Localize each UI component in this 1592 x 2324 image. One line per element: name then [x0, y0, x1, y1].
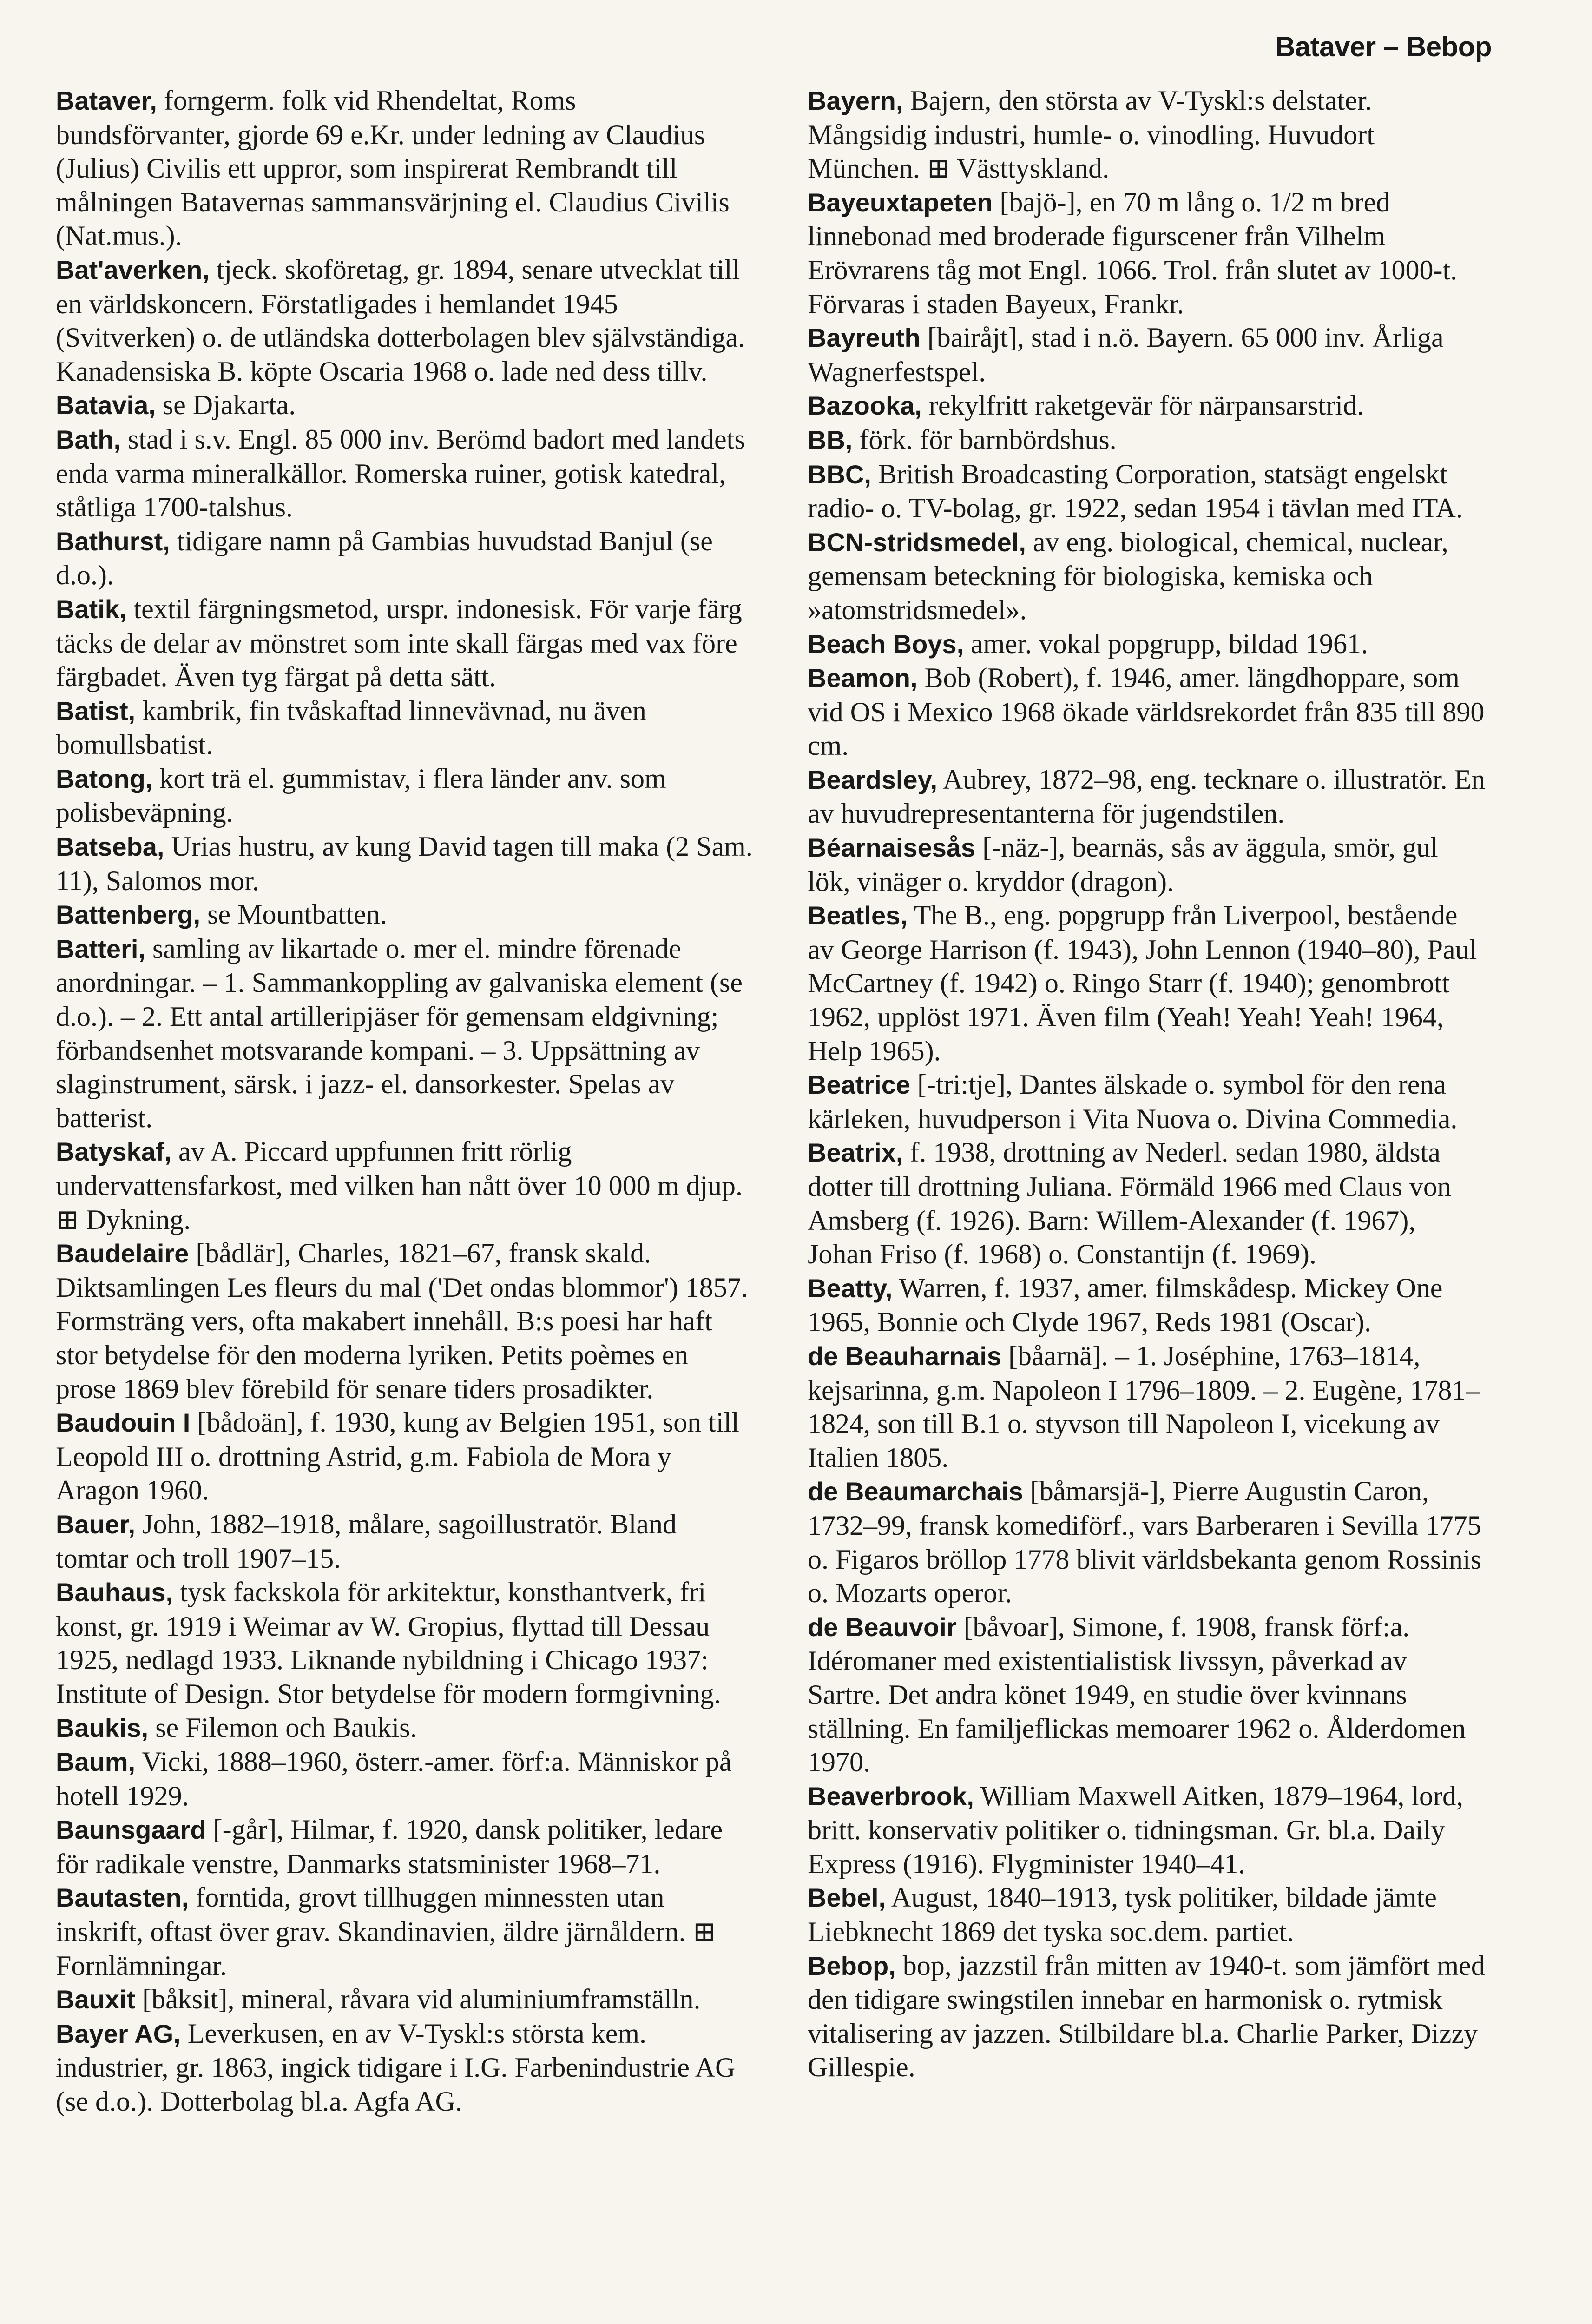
entry-headword: de Beauvoir: [808, 1612, 957, 1642]
dictionary-entry: [808, 457, 1486, 525]
entry-definition: August, 1840–1913, tysk politiker, bildade jämte Liebknecht 1869 det tyska soc.dem. partiet.: [808, 1882, 1437, 1948]
entry-headword: BCN-stridsmedel,: [808, 527, 1026, 557]
entry-definition: kort trä el. gummistav, i flera länder anv. som polisbeväpning.: [56, 763, 666, 828]
dictionary-entry: [56, 2017, 753, 2119]
entry-headword: Bayern,: [808, 86, 903, 115]
entry-definition: Urias hustru, av kung David tagen till maka (2 Sam. 11), Salomos mor.: [56, 831, 753, 896]
entry-definition: The B., eng. popgrupp från Liverpool, bestående av George Harrison (f. 1943), John Lennon (1940–80), Paul McCartney (f. 1942) o. Ringo Starr (f. 1940); genombrott 1962, upplöst 1971. Även film (Yeah! Yeah! Yeah! 1964, Help 1965).: [808, 900, 1477, 1066]
entry-definition: Warren, f. 1937, amer. filmskådesp. Mickey One 1965, Bonnie och Clyde 1967, Reds 1981 (Oscar).: [808, 1272, 1443, 1338]
entry-headword: Bauhaus,: [56, 1578, 173, 1607]
dictionary-entry: [56, 1575, 753, 1710]
dictionary-entry: [56, 253, 753, 388]
entry-headword: Bath,: [56, 424, 121, 454]
entry-definition: Bajern, den största av V-Tyskl:s delstater. Mångsidig industri, humle- o. vinodling. Huvudort München. ⊞ Västtyskland.: [808, 85, 1375, 184]
entry-definition: f. 1938, drottning av Nederl. sedan 1980, äldsta dotter till drottning Juliana. Förmäld 1966 med Claus von Amsberg (f. 1926). Barn: Willem-Alexander (f. 1967), Johan Friso (f. 1968) o. Constantijn (f. 1969).: [808, 1137, 1451, 1270]
dictionary-entry: [808, 1339, 1486, 1474]
entry-definition: se Filemon och Baukis.: [148, 1712, 417, 1743]
entry-headword: Beatles,: [808, 901, 908, 931]
entry-definition: forngerm. folk vid Rhendeltat, Roms bundsförvanter, gjorde 69 e.Kr. under ledning av Claudius (Julius) Civilis ett uppror, som inspirerat Rembrandt till målningen Batavernas sammansvärjning el. Claudius Civilis (Nat.mus.).: [56, 85, 730, 251]
entry-definition: John, 1882–1918, målare, sagoillustratör. Bland tomtar och troll 1907–15.: [56, 1508, 677, 1574]
entry-definition: samling av likartade o. mer el. mindre förenade anordningar. – 1. Sammankoppling av galvaniska element (se d.o.). – 2. Ett antal artilleripjäser för gemensam eldgivning; förbandsenhet motsvarande kompani. – 3. Uppsättning av slaginstrument, särsk. i jazz- el. dansorkester. Spelas av batterist.: [56, 933, 743, 1133]
entry-headword: Bebel,: [808, 1883, 886, 1913]
entry-headword: Batong,: [56, 764, 153, 793]
entry-headword: Bautasten,: [56, 1883, 189, 1913]
dictionary-entry: [808, 831, 1486, 898]
entry-headword: de Beaumarchais: [808, 1477, 1023, 1506]
entry-headword: Baudouin I: [56, 1408, 191, 1438]
dictionary-entry: [808, 1136, 1486, 1271]
entry-definition: Vicki, 1888–1960, österr.-amer. förf:a. Människor på hotell 1929.: [56, 1746, 732, 1811]
entry-headword: Batavia,: [56, 390, 156, 420]
entry-definition: förk. för barnbördshus.: [852, 424, 1117, 455]
entry-definition: tidigare namn på Gambias huvudstad Banjul (se d.o.).: [56, 525, 713, 591]
entry-definition: [-tri:tje], Dantes älskade o. symbol för den rena kärleken, huvudperson i Vita Nuova o. Divina Commedia.: [808, 1069, 1458, 1134]
dictionary-entry: [808, 389, 1486, 423]
dictionary-entry: [56, 592, 753, 694]
entry-definition: [bådoän], f. 1930, kung av Belgien 1951, son till Leopold III o. drottning Astrid, g.m. Fabiola de Mora y Aragon 1960.: [56, 1407, 739, 1506]
dictionary-entry: [56, 388, 753, 423]
dictionary-entry: [56, 1236, 753, 1406]
entry-headword: Beatty,: [808, 1273, 893, 1303]
entry-definition: rekylfritt raketgevär för närpansarstrid.: [921, 390, 1364, 421]
dictionary-entry: [56, 694, 753, 762]
entry-definition: tysk fackskola för arkitektur, konsthantverk, fri konst, gr. 1919 i Weimar av W. Gropius, flyttad till Dessau 1925, nedlagd 1933. Liknande nybildning i Chicago 1937: Institute of Design. Stor betydelse för modern formgivning.: [56, 1577, 721, 1709]
entry-definition: bop, jazzstil från mitten av 1940-t. som jämfört med den tidigare swingstilen innebar en harmonisk o. rytmisk vitalisering av jazzen. Stilbildare bl.a. Charlie Parker, Dizzy Gillespie.: [808, 1950, 1485, 2083]
dictionary-entry: [56, 1982, 753, 2017]
dictionary-entry: [808, 423, 1486, 457]
entry-definition: se Mountbatten.: [200, 899, 387, 930]
dictionary-entry: [56, 1711, 753, 1745]
entry-headword: Batseba,: [56, 832, 164, 862]
entry-headword: Beaverbrook,: [808, 1781, 974, 1811]
entry-headword: Bazooka,: [808, 391, 922, 421]
dictionary-entry: [808, 525, 1486, 627]
entry-headword: Bathurst,: [56, 526, 170, 556]
dictionary-entry: [56, 762, 753, 830]
dictionary-entry: [808, 1881, 1486, 1948]
dictionary-entry: [808, 1779, 1486, 1881]
entry-definition: [bajö-], en 70 m lång o. 1/2 m bred linnebonad med broderade figurscener från Vilhelm Erövrarens tåg mot Engl. 1066. Trol. från slutet av 1000-t. Förvaras i staden Bayeux, Frankr.: [808, 186, 1458, 319]
dictionary-entry: [56, 1813, 753, 1881]
dictionary-entry: [808, 661, 1486, 763]
dictionary-entry: [808, 1610, 1486, 1779]
entry-headword: Bataver,: [56, 86, 157, 115]
entry-definition: [bådlär], Charles, 1821–67, fransk skald. Diktsamlingen Les fleurs du mal ('Det ondas blommor') 1857. Formsträng vers, ofta makabert innehåll. B:s poesi har haft stor betydelse för den moderna lyriken. Petits poèmes en prose 1869 blev förebild för senare tiders prosadikter.: [56, 1238, 748, 1404]
entry-definition: stad i s.v. Engl. 85 000 inv. Berömd badort med landets enda varma mineralkällor. Romerska ruiner, gotisk katedral, ståtliga 1700-talshus.: [56, 423, 745, 523]
entry-headword: Bayeuxtapeten: [808, 187, 993, 217]
entry-headword: BBC,: [808, 459, 871, 489]
entry-definition: av eng. biological, chemical, nuclear, gemensam beteckning för biologiska, kemiska och »atomstridsmedel».: [808, 526, 1448, 625]
entry-definition: [-näz-], bearnäs, sås av äggula, smör, gul lök, vinäger o. kryddor (dragon).: [808, 832, 1438, 897]
entry-headword: de Beauharnais: [808, 1341, 1002, 1371]
dictionary-entry: [56, 932, 753, 1135]
entry-headword: Beamon,: [808, 663, 918, 693]
entry-headword: Batyskaf,: [56, 1137, 172, 1167]
entry-definition: [båksit], mineral, råvara vid aluminiumframställn.: [135, 1984, 701, 2015]
dictionary-entry: [808, 84, 1486, 185]
entry-headword: BB,: [808, 425, 853, 455]
entry-headword: Beach Boys,: [808, 629, 964, 659]
dictionary-entry: [56, 524, 753, 592]
entry-headword: Batteri,: [56, 934, 145, 964]
dictionary-entry: [56, 1406, 753, 1507]
entry-definition: [båvoar], Simone, f. 1908, fransk förf:a. Idéromaner med existentialistisk livssyn, påverkad av Sartre. Det andra könet 1949, en studie över kvinnans ställning. En familjeflickas memoarer 1962 o. Ålderdomen 1970.: [808, 1611, 1466, 1778]
dictionary-entry: [56, 1507, 753, 1575]
entry-headword: Bayreuth: [808, 323, 921, 353]
entry-definition: Bob (Robert), f. 1946, amer. längdhoppare, som vid OS i Mexico 1968 ökade världsrekordet från 835 till 890 cm.: [808, 662, 1485, 761]
entry-headword: Beatrix,: [808, 1138, 903, 1168]
dictionary-entry: [808, 1474, 1486, 1610]
dictionary-entry: [808, 1271, 1486, 1339]
dictionary-entry: [808, 627, 1486, 661]
entry-headword: Bayer AG,: [56, 2019, 181, 2048]
entry-headword: Baudelaire: [56, 1239, 189, 1268]
entry-headword: Battenberg,: [56, 900, 201, 930]
dictionary-entry: [56, 1745, 753, 1813]
entry-headword: Bebop,: [808, 1951, 896, 1981]
entry-definition: se Djakarta.: [155, 390, 296, 421]
entry-definition: av A. Piccard uppfunnen fritt rörlig undervattensfarkost, med vilken han nått över 10 000 m djup. ⊞ Dykning.: [56, 1136, 743, 1235]
dictionary-entry: [808, 898, 1486, 1068]
entry-definition: tjeck. skoföretag, gr. 1894, senare utvecklat till en världskoncern. Förstatligades i hemlandet 1945 (Svitverken) o. de utländska dotterbolagen blev självständiga. Kanadensiska B. köpte Oscaria 1968 o. lade ned dess tillv.: [56, 254, 745, 387]
entry-definition: textil färgningsmetod, urspr. indonesisk. För varje färg täcks de delar av mönstret som inte skall färgas med vax före färgbadet. Även tyg färgat på detta sätt.: [56, 593, 742, 693]
entry-definition: [båmarsjä-], Pierre Augustin Caron, 1732–99, fransk komediförf., vars Barberaren i Sevilla 1775 o. Figaros bröllop 1778 blivit världsbekanta genom Rossinis o. Mozarts operor.: [808, 1476, 1481, 1609]
entry-definition: [båarnä]. – 1. Joséphine, 1763–1814, kejsarinna, g.m. Napoleon I 1796–1809. – 2. Eugène, 1781–1824, son till B.1 o. styvson till Napoleon I, vicekung av Italien 1805.: [808, 1340, 1480, 1473]
entry-headword: Beatrice: [808, 1070, 911, 1100]
entry-definition: British Broadcasting Corporation, statsägt engelskt radio- o. TV-bolag, gr. 1922, sedan 1954 i tävlan med ITA.: [808, 458, 1463, 524]
entry-headword: Batist,: [56, 696, 136, 726]
dictionary-entry: [808, 1949, 1486, 2084]
entry-headword: Bauer,: [56, 1509, 136, 1539]
running-head: Bataver – Bebop: [1275, 31, 1492, 62]
right-column: [808, 84, 1486, 2084]
dictionary-entry: [808, 763, 1486, 831]
entry-headword: Bat'averken,: [56, 255, 210, 284]
entry-definition: kambrik, fin tvåskaftad linnevävnad, nu även bomullsbatist.: [56, 695, 646, 760]
entry-headword: Baukis,: [56, 1713, 149, 1743]
entry-headword: Baum,: [56, 1747, 136, 1777]
entry-definition: [bairåjt], stad i n.ö. Bayern. 65 000 inv. Årliga Wagnerfestspel.: [808, 322, 1444, 387]
dictionary-entry: [56, 830, 753, 898]
entry-definition: Aubrey, 1872–98, eng. tecknare o. illustratör. En av huvudrepresentanterna för jugendstilen.: [808, 764, 1486, 829]
entry-definition: Leverkusen, en av V-Tyskl:s största kem. industrier, gr. 1863, ingick tidigare i I.G. Farbenindustrie AG (se d.o.). Dotterbolag bl.a. Agfa AG.: [56, 2018, 736, 2117]
left-column: [56, 84, 753, 2119]
entry-definition: forntida, grovt tillhuggen minnessten utan inskrift, oftast över grav. Skandinavien, äldre järnåldern. ⊞ Fornlämningar.: [56, 1882, 716, 1981]
dictionary-entry: [56, 84, 753, 253]
dictionary-entry: [56, 1135, 753, 1236]
entry-headword: Bauxit: [56, 1985, 136, 2014]
entry-definition: amer. vokal popgrupp, bildad 1961.: [964, 628, 1368, 659]
entry-definition: William Maxwell Aitken, 1879–1964, lord, britt. konservativ politiker o. tidningsman. Gr. bl.a. Daily Express (1916). Flygminister 1940–41.: [808, 1780, 1463, 1879]
dictionary-entry: [56, 423, 753, 524]
entry-headword: Batik,: [56, 594, 127, 624]
entry-headword: Baunsgaard: [56, 1815, 206, 1845]
dictionary-entry: [56, 898, 753, 932]
dictionary-entry: [808, 185, 1486, 321]
dictionary-entry: [56, 1881, 753, 1982]
entry-definition: [-går], Hilmar, f. 1920, dansk politiker, ledare för radikale venstre, Danmarks statsminister 1968–71.: [56, 1814, 723, 1879]
entry-headword: Beardsley,: [808, 765, 938, 794]
entry-headword: Béarnaisesås: [808, 833, 976, 863]
dictionary-entry: [808, 321, 1486, 389]
dictionary-entry: [808, 1068, 1486, 1136]
